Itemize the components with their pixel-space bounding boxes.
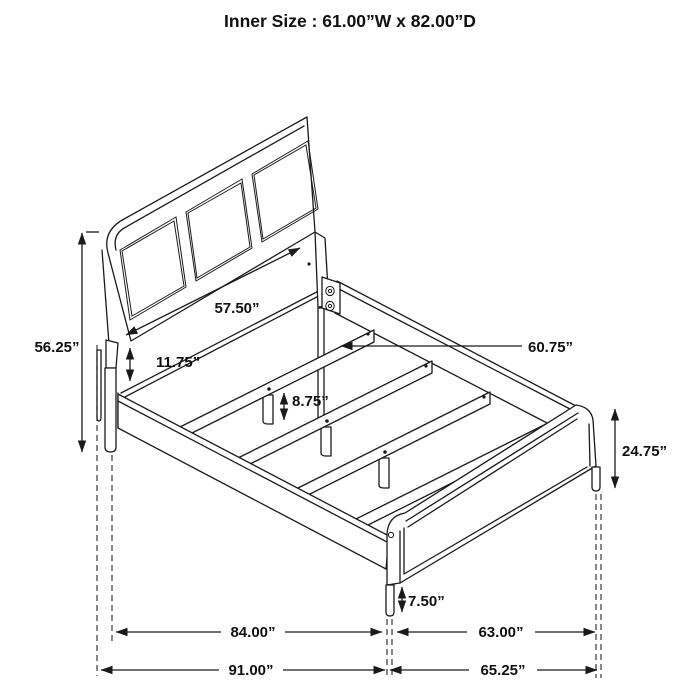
- headboard-back-leg: [97, 350, 101, 421]
- dim-footboard-leg-label: 7.50”: [408, 593, 445, 610]
- side-rail-near: [118, 394, 389, 569]
- dim-center-leg-label: 8.75”: [292, 393, 329, 410]
- dim-rail-length-label: 84.00”: [230, 624, 276, 641]
- dim-footboard-height-label: 24.75”: [622, 443, 668, 460]
- dim-gap-label: 11.75”: [156, 354, 201, 371]
- dim-overall-length-label: 91.00”: [228, 662, 274, 679]
- footboard-right-leg: [592, 467, 600, 491]
- dim-headboard-width-label: 57.50”: [214, 300, 260, 317]
- headboard-front-leg: [105, 368, 116, 452]
- dim-headboard-height-label: 56.25”: [34, 339, 80, 356]
- page-title: Inner Size : 61.00”W x 82.00”D: [224, 11, 476, 31]
- footboard-front-leg: [386, 585, 394, 616]
- dim-footboard-width-label: 63.00”: [478, 624, 524, 641]
- dim-overall-width-label: 65.25”: [480, 662, 526, 679]
- dim-slat-label: 60.75”: [528, 339, 574, 356]
